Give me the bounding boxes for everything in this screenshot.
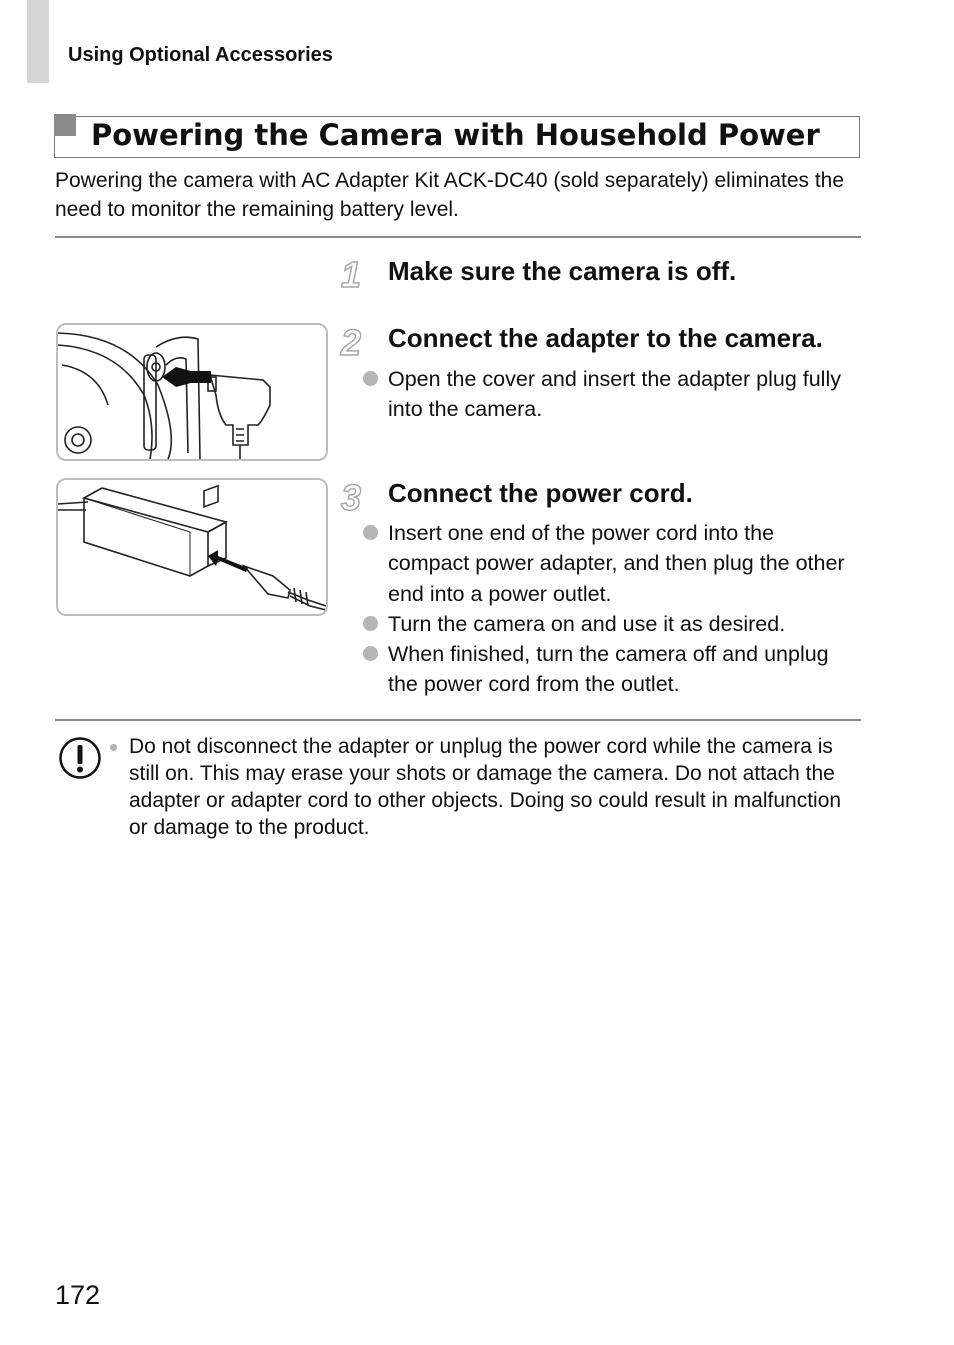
power-adapter-illustration	[56, 478, 328, 616]
bullet-icon	[363, 525, 378, 540]
camera-plug-icon	[58, 325, 326, 459]
divider-top	[55, 236, 861, 238]
step-number-2: 2	[341, 322, 362, 363]
camera-plug-illustration	[56, 323, 328, 461]
step-title-3: Connect the power cord.	[388, 478, 693, 508]
bullet-icon	[363, 646, 378, 661]
bullet-icon	[110, 744, 117, 751]
page-number: 172	[55, 1280, 101, 1310]
section-title: Powering the Camera with Household Power	[91, 118, 820, 152]
running-header: Using Optional Accessories	[68, 44, 333, 66]
caution-note	[110, 733, 860, 841]
section-marker-icon	[54, 114, 76, 136]
step-number-3: 3	[341, 477, 362, 518]
step-title-1: Make sure the camera is off.	[388, 256, 737, 286]
divider-bottom	[55, 719, 861, 721]
exclamation-circle-icon	[58, 736, 102, 780]
power-adapter-icon	[58, 480, 326, 614]
bullet-icon	[363, 371, 378, 386]
step-3-bullets	[363, 518, 858, 700]
list-item: Turn the camera on and use it as desired.	[363, 609, 858, 639]
list-item: When finished, turn the camera off and unplug the power cord from the outlet.	[363, 639, 858, 700]
list-item: Insert one end of the power cord into the compact power adapter, and then plug the other end into a power outlet.	[363, 518, 858, 609]
step-2-bullets	[363, 364, 858, 425]
step-number-1: 1	[341, 254, 362, 295]
side-tab	[27, 0, 49, 83]
bullet-icon	[363, 616, 378, 631]
list-item: Open the cover and insert the adapter plug fully into the camera.	[363, 364, 858, 425]
step-title-2: Connect the adapter to the camera.	[388, 323, 823, 353]
intro-paragraph: Powering the camera with AC Adapter Kit ACK-DC40 (sold separately) eliminates the need to monitor the remaining battery level.	[55, 169, 845, 221]
caution-text: Do not disconnect the adapter or unplug the power cord while the camera is still on. This may erase your shots or damage the camera. Do not attach the adapter or adapter cord to other objects. Doing so could result in malfunction or damage to the product.	[129, 735, 842, 839]
